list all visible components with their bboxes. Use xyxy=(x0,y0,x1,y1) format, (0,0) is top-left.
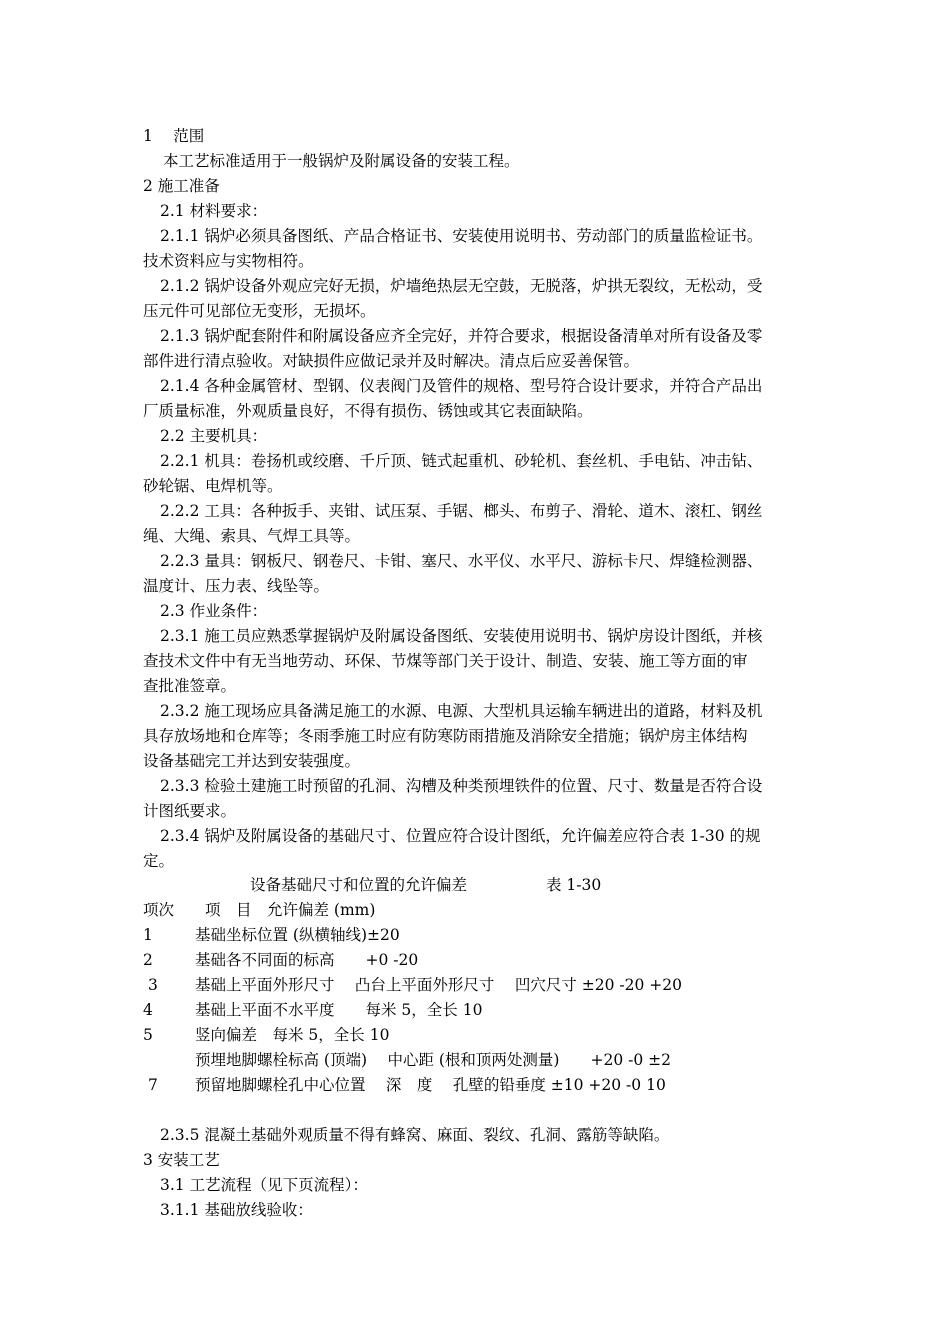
table-row-no: 7 xyxy=(148,1076,158,1094)
table-caption: 设备基础尺寸和位置的允许偏差 xyxy=(250,876,468,894)
paragraph-2-3-2-line-3: 设备基础完工并达到安装强度。 xyxy=(143,752,361,770)
table-row-text: 基础各不同面的标高 +0 -20 xyxy=(195,951,419,969)
table-row-no: 3 xyxy=(148,976,158,994)
table-header: 项次 项 目 允许偏差 (mm) xyxy=(143,901,376,919)
paragraph-2-3-3-line-2: 计图纸要求。 xyxy=(143,802,237,820)
paragraph-2-2-1-line-1: 2.2.1 机具：卷扬机或绞磨、千斤顶、链式起重机、砂轮机、套丝机、手电钻、冲击钻、 xyxy=(160,452,763,470)
paragraph-2-1-3-line-2: 部件进行清点验收。对缺损件应做记录并及时解决。清点后应妥善保管。 xyxy=(143,352,640,370)
table-row-no: 5 xyxy=(143,1026,153,1044)
paragraph-2-3-1-line-1: 2.3.1 施工员应熟悉掌握锅炉及附属设备图纸、安装使用说明书、锅炉房设计图纸，并核 xyxy=(160,627,763,645)
paragraph-2-2-2-line-2: 绳、大绳、索具、气焊工具等。 xyxy=(143,527,361,545)
section-2-3-heading: 2.3 作业条件： xyxy=(160,602,268,620)
table-row-text: 基础上平面外形尺寸 凸台上平面外形尺寸 凹穴尺寸 ±20 -20 +20 xyxy=(195,976,683,994)
paragraph-2-3-2-line-2: 具存放场地和仓库等；冬雨季施工时应有防寒防雨措施及消除安全措施；锅炉房主体结构 xyxy=(143,727,748,745)
table-row-no: 2 xyxy=(143,951,153,969)
table-row-text: 竖向偏差 每米 5，全长 10 xyxy=(195,1026,390,1044)
section-3-1-1-heading: 3.1.1 基础放线验收： xyxy=(160,1201,313,1219)
paragraph-2-2-3-line-1: 2.2.3 量具：钢板尺、钢卷尺、卡钳、塞尺、水平仪、水平尺、游标卡尺、焊缝检测器、 xyxy=(160,552,763,570)
table-row-text: 基础上平面不水平度 每米 5，全长 10 xyxy=(195,1001,483,1019)
paragraph-2-3-4-line-2: 定。 xyxy=(143,852,175,870)
section-3-1-heading: 3.1 工艺流程（见下页流程）： xyxy=(160,1176,368,1194)
table-row-no: 1 xyxy=(143,926,153,944)
section-2-heading: 2 施工准备 xyxy=(143,177,220,195)
paragraph-2-2-1-line-2: 砂轮锯、电焊机等。 xyxy=(143,477,283,495)
paragraph-2-1-1-line-1: 2.1.1 锅炉必须具备图纸、产品合格证书、安装使用说明书、劳动部门的质量监检证书。 xyxy=(160,227,763,245)
paragraph-2-2-2-line-1: 2.2.2 工具：各种扳手、夹钳、试压泵、手锯、榔头、布剪子、滑轮、道木、滚杠、钢丝 xyxy=(160,502,763,520)
table-row-text: 基础坐标位置 (纵横轴线)±20 xyxy=(195,926,400,944)
paragraph-2-1-2-line-2: 压元件可见部位无变形，无损坏。 xyxy=(143,302,376,320)
paragraph-2-1-3-line-1: 2.1.3 锅炉配套附件和附属设备应齐全完好，并符合要求，根据设备清单对所有设备及零 xyxy=(160,327,763,345)
paragraph-2-3-4-line-1: 2.3.4 锅炉及附属设备的基础尺寸、位置应符合设计图纸，允许偏差应符合表 1-30 的规 xyxy=(160,827,761,845)
table-number: 表 1-30 xyxy=(546,876,602,894)
section-1-heading: 1 范围 xyxy=(143,127,205,145)
paragraph-2-3-1-line-3: 查批准签章。 xyxy=(143,677,237,695)
paragraph-2-1-2-line-1: 2.1.2 锅炉设备外观应完好无损，炉墙绝热层无空鼓，无脱落，炉拱无裂纹，无松动，受 xyxy=(160,277,763,295)
paragraph-2-1-1-line-2: 技术资料应与实物相符。 xyxy=(143,252,314,270)
section-2-1-heading: 2.1 材料要求： xyxy=(160,202,268,220)
section-2-2-heading: 2.2 主要机具： xyxy=(160,427,268,445)
table-row-text: 预埋地脚螺栓标高 (顶端) 中心距 (根和顶两处测量) +20 -0 ±2 xyxy=(195,1051,671,1069)
paragraph-2-3-3-line-1: 2.3.3 检验土建施工时预留的孔洞、沟槽及种类预埋铁件的位置、尺寸、数量是否符合设 xyxy=(160,777,763,795)
paragraph-2-3-1-line-2: 查技术文件中有无当地劳动、环保、节煤等部门关于设计、制造、安装、施工等方面的审 xyxy=(143,652,748,670)
paragraph-2-3-2-line-1: 2.3.2 施工现场应具备满足施工的水源、电源、大型机具运输车辆进出的道路，材料及机 xyxy=(160,702,763,720)
section-1-text: 本工艺标准适用于一般锅炉及附属设备的安装工程。 xyxy=(163,152,520,170)
paragraph-2-3-5: 2.3.5 混凝土基础外观质量不得有蜂窝、麻面、裂纹、孔洞、露筋等缺陷。 xyxy=(160,1126,670,1144)
table-row-text: 预留地脚螺栓孔中心位置 深 度 孔壁的铅垂度 ±10 +20 -0 10 xyxy=(195,1076,666,1094)
section-3-heading: 3 安装工艺 xyxy=(143,1151,220,1169)
paragraph-2-1-4-line-1: 2.1.4 各种金属管材、型钢、仪表阀门及管件的规格、型号符合设计要求，并符合产品出 xyxy=(160,377,763,395)
paragraph-2-1-4-line-2: 厂质量标准，外观质量良好，不得有损伤、锈蚀或其它表面缺陷。 xyxy=(143,402,593,420)
paragraph-2-2-3-line-2: 温度计、压力表、线坠等。 xyxy=(143,577,330,595)
table-row-no: 4 xyxy=(143,1001,153,1019)
